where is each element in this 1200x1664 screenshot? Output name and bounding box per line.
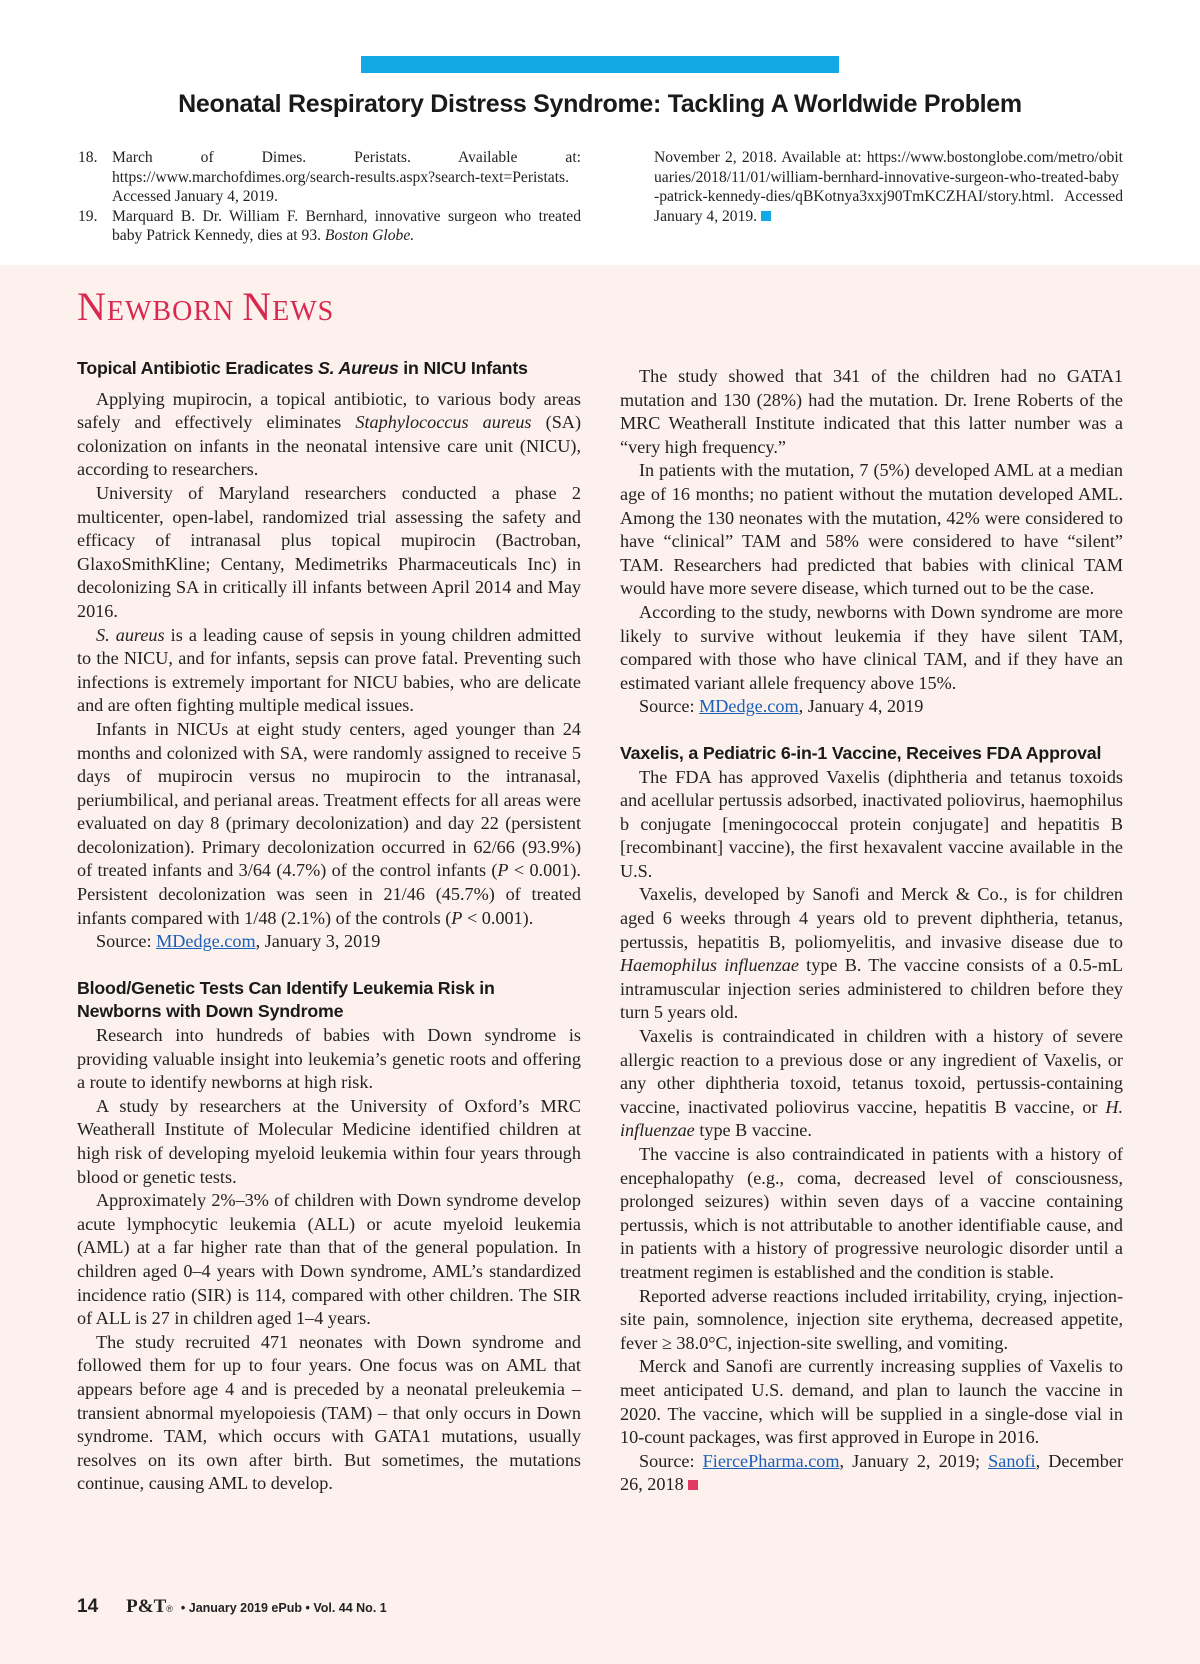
heading-line: Newborns with Down Syndrome	[77, 1001, 344, 1022]
registered-mark: ®	[166, 1604, 173, 1614]
page-title: Neonatal Respiratory Distress Syndrome: Tackling A Worldwide Problem	[178, 90, 1022, 118]
paragraph: University of Maryland researchers conducted a phase 2 multicenter, open-label, randomized trial assessing the safety and efficacy of intranasal plus topical mupirocin (Bactroban, GlaxoSmithKline; Centany, Medimetriks Pharmaceuticals Inc) in decolonizing SA in critically ill infants between April 2014 and May 2016.	[77, 482, 581, 621]
source-link-mdedge[interactable]: MDedge.com	[699, 696, 799, 717]
paragraph: Applying mupirocin, a topical antibiotic, to various body areas safely and effectively eliminates Staphylococcus aureus (SA) colonization on infants in the neonatal intensive care unit (NICU), according to researchers.	[77, 388, 581, 480]
paragraph: In patients with the mutation, 7 (5%) developed AML at a median age of 16 months; no patient without the mutation developed AML. Among the 130 neonates with the mutation, 42% were considered to have “clinical” TAM and 58% were considered to have “silent” TAM. Researchers had predicted that babies with clinical TAM would have more severe disease, which turned out to be the case.	[620, 460, 1123, 599]
news-left-column	[77, 357, 581, 1496]
heading-line: Blood/Genetic Tests Can Identify Leukemia Risk in	[77, 977, 495, 998]
journal-name: P&T	[126, 1596, 167, 1617]
news-right-column	[620, 365, 1123, 1497]
page-footer	[77, 1596, 387, 1618]
section-title-word: EWBORN	[106, 296, 235, 327]
source-line: Source: FiercePharma.com, January 2, 2019; Sanofi, December 26, 2018	[620, 1450, 1123, 1495]
heading-part: in NICU Infants	[398, 358, 528, 378]
paragraph: The study recruited 471 neonates with Down syndrome and followed them for up to four years. One focus was on AML that appears before age 4 and is preceded by a neonatal preleukemia – transient abnormal myelopoiesis (TAM) – that only occurs in Down syndrome. TAM, which occurs with GATA1 mutations, usually resolves on its own after birth. But sometimes, the mutations continue, causing AML to develop.	[77, 1331, 581, 1494]
source-link-sanofi[interactable]: Sanofi	[988, 1450, 1036, 1471]
reference-text-part: Marquard B. Dr. William F. Bernhard, innovative surgeon who treated baby Patrick Kennedy, dies at 93.	[112, 207, 581, 244]
heading-italic: S. Aureus	[318, 358, 399, 378]
paragraph: According to the study, newborns with Down syndrome are more likely to survive without leukemia if they have silent TAM, compared with those who have clinical TAM, and if they have an estimated variant allele frequency above 15%.	[620, 601, 1123, 693]
references-left-column	[78, 148, 581, 246]
paragraph: Merck and Sanofi are currently increasing supplies of Vaxelis to meet anticipated U.S. demand, and plan to launch the vaccine in 2020. The vaccine, which will be supplied in a single-dose vial in 10-count packages, was first approved in Europe in 2016.	[620, 1356, 1123, 1448]
reference-number: 19.	[78, 207, 98, 225]
section-title-newborn-news	[77, 283, 334, 330]
reference-19-accessed: Accessed January 4, 2019.	[654, 188, 1123, 225]
reference-text	[112, 207, 581, 246]
end-of-section-square-icon	[761, 211, 771, 221]
paragraph: Approximately 2%–3% of children with Down syndrome develop acute lymphocytic leukemia (ALL) or acute myeloid leukemia (AML) at a far higher rate than that of the general population. In children aged 0–4 years with Down syndrome, AML’s standardized incidence ratio (SIR) is 114, compared with other children. The SIR of ALL is 27 in children aged 1–4 years.	[77, 1190, 581, 1329]
source-link-mdedge[interactable]: MDedge.com	[156, 931, 256, 952]
heading-part: Topical Antibiotic Eradicates	[77, 358, 319, 378]
issue-info: • January 2019 ePub • Vol. 44 No. 1	[180, 1601, 387, 1615]
section-title-initial: N	[77, 284, 107, 329]
references-right-column	[654, 148, 1123, 226]
article-heading-vaxelis: Vaxelis, a Pediatric 6-in-1 Vaccine, Receives FDA Approval	[620, 742, 1102, 763]
paragraph: Research into hundreds of babies with Down syndrome is providing valuable insight into leukemia’s genetic roots and offering a route to identify newborns at high risk.	[77, 1025, 581, 1093]
page-number: 14	[77, 1596, 99, 1617]
paragraph: S. aureus is a leading cause of sepsis in young children admitted to the NICU, and for infants, sepsis can prove fatal. Preventing such infections is extremely important for NICU babies, who are delicate and are often fighting multiple medical issues.	[77, 624, 581, 716]
paragraph: Reported adverse reactions included irritability, crying, injection-site pain, somnolence, injection site erythema, decreased appetite, fever ≥ 38.0°C, injection-site swelling, and vomiting.	[620, 1285, 1123, 1353]
source-link-fiercepharma[interactable]: FiercePharma.com	[702, 1450, 840, 1471]
paragraph: Vaxelis is contraindicated in children with a history of severe allergic reaction to a previous dose or any ingredient of Vaxelis, or any other diphtheria toxoid, tetanus toxoid, pertussis-containing vaccine, inactivated poliovirus vaccine, hepatitis B vaccine, or H. influenzae type B vaccine.	[620, 1026, 1123, 1141]
paragraph: Infants in NICUs at eight study centers, aged younger than 24 months and colonized with SA, were randomly assigned to receive 5 days of mupirocin versus no mupirocin to the intranasal, periumbilical, and perianal areas. Treatment effects for all areas were evaluated on day 8 (primary decolonization) and day 22 (persistent decolonization). Primary decolonization occurred in 62/66 (93.9%) of treated infants and 3/64 (4.7%) of the control infants (P < 0.001). Persistent decolonization was seen in 21/46 (45.7%) of treated infants compared with 1/48 (2.1%) of the controls (P < 0.001).	[77, 718, 581, 928]
source-line: Source: MDedge.com, January 3, 2019	[96, 931, 381, 952]
paragraph: The study showed that 341 of the children had no GATA1 mutation and 130 (28%) had the mutation. Dr. Irene Roberts of the MRC Weatherall Institute indicated that this latter number was a “very high frequency.”	[620, 366, 1123, 457]
section-title-initial: N	[242, 284, 273, 329]
reference-text: March of Dimes. Peristats. Available at: https://www.marchofdimes.org/search-results.aspx?search-text=Peristats. Accessed January 4, 2019.	[112, 149, 581, 205]
paragraph: The FDA has approved Vaxelis (diphtheria and tetanus toxoids and acellular pertussis adsorbed, inactivated poliovirus, haemophilus b conjugate [meningococcal protein conjugate] and hepatitis B [recombinant] vaccine), the first hexavalent vaccine available in the U.S.	[620, 766, 1123, 881]
reference-19	[78, 207, 581, 246]
reference-19-continued: November 2, 2018. Available at: https://www.bostonglobe.com/metro/obituaries/2018/11/01/william-bernhard-innovative-surgeon-who-treated-baby-patrick-kennedy-dies/qBKotnya3xxj90TmKCZHAI/story.html.	[654, 149, 1123, 205]
end-of-article-square-icon	[688, 1480, 698, 1490]
reference-number: 18.	[78, 149, 98, 166]
paragraph: A study by researchers at the University of Oxford’s MRC Weatherall Institute of Molecular Medicine identified children at high risk of developing myeloid leukemia within four years through blood or genetic tests.	[77, 1095, 581, 1187]
paragraph: Vaxelis, developed by Sanofi and Merck & Co., is for children aged 6 weeks through 4 years old to prevent diphtheria, tetanus, pertussis, hepatitis B, poliomyelitis, and invasive disease due to Haemophilus influenzae type B. The vaccine consists of a 0.5-mL intramuscular injection series administered to children before they turn 5 years old.	[620, 884, 1123, 1023]
section-title-word: EWS	[272, 296, 335, 327]
header-accent-bar	[361, 56, 839, 73]
reference-18	[78, 148, 581, 207]
article-heading-leukemia	[77, 977, 581, 1024]
paragraph: The vaccine is also contraindicated in patients with a history of encephalopathy (e.g., coma, decreased level of consciousness, prolonged seizures) within seven days of a vaccine containing pertussis, which is not attributable to another identifiable cause, and in patients with a history of progressive neurologic disorder until a treatment regimen is established and the condition is stable.	[620, 1144, 1123, 1282]
article-heading-antibiotic	[77, 357, 581, 381]
reference-journal: Boston Globe.	[324, 227, 415, 244]
source-line: Source: MDedge.com, January 4, 2019	[639, 696, 924, 717]
